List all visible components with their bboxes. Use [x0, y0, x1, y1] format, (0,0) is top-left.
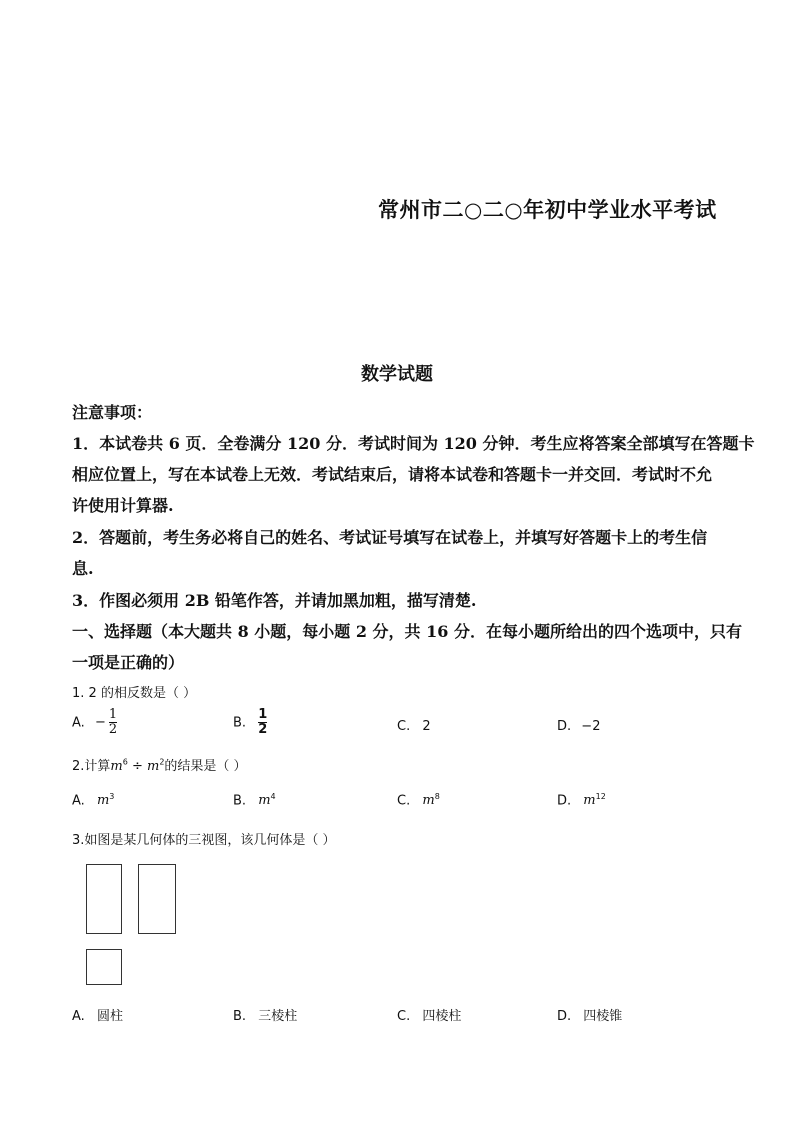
option-sign: − — [94, 715, 106, 731]
q3-option-a — [72, 1005, 123, 1024]
option-label: B. — [233, 793, 247, 809]
q1-option-a — [72, 708, 117, 738]
option-label: A. — [72, 1009, 85, 1024]
option-base: m — [583, 793, 596, 809]
power-1-base: m — [110, 759, 123, 774]
notice-item-1-line-3: 许使用计算器. — [72, 496, 174, 515]
q1-option-d — [557, 719, 600, 734]
exam-title: 常州市二○二○年初中学业水平考试 — [378, 197, 717, 222]
option-label: C. — [397, 1009, 411, 1024]
question-1-stem: 1. 2 的相反数是（ ） — [72, 686, 197, 701]
option-base: m — [96, 793, 110, 809]
q2-option-d — [557, 792, 606, 808]
option-label: A. — [72, 715, 85, 731]
notice-heading: 注意事项： — [72, 403, 153, 422]
option-exponent: 12 — [595, 792, 606, 801]
q3-option-b — [233, 1005, 297, 1024]
notice-item-2-line-2: 息. — [72, 559, 94, 578]
q1-option-b — [233, 708, 267, 738]
stem-suffix: 的结果是（ ） — [164, 759, 247, 774]
option-exponent: 3 — [109, 792, 115, 801]
numerator: 1 — [258, 707, 268, 722]
question-2-stem — [72, 755, 247, 774]
q1-option-c — [397, 719, 431, 734]
option-base: m — [422, 793, 435, 809]
option-label: A. — [72, 793, 85, 809]
option-value: 四棱锥 — [583, 1009, 623, 1024]
option-label: B. — [233, 715, 247, 731]
q3-option-c — [397, 1005, 461, 1024]
option-value: 圆柱 — [96, 1009, 123, 1024]
option-exponent: 4 — [270, 792, 276, 801]
exam-subtitle: 数学试题 — [361, 364, 433, 385]
denominator: 2 — [258, 722, 268, 738]
q3-option-d — [557, 1005, 622, 1024]
q2-option-a — [72, 792, 114, 808]
option-label: D. — [557, 793, 572, 809]
question-3-stem: 3.如图是某几何体的三视图，该几何体是（ ） — [72, 833, 336, 848]
stem-prefix: 2.计算 — [72, 759, 111, 774]
option-label: D. — [557, 1009, 572, 1024]
option-value: 2 — [422, 719, 431, 734]
option-label: C. — [397, 719, 411, 734]
fraction — [258, 708, 267, 738]
divide-operator: ÷ — [127, 759, 147, 774]
top-view-square — [86, 949, 122, 985]
notice-item-2-line-1: 2．答题前，考生务必将自己的姓名、考试证号填写在试卷上，并填写好答题卡上的考生信 — [72, 528, 708, 547]
notice-item-1-line-1: 1．本试卷共 6 页．全卷满分 120 分．考试时间为 120 分钟．考生应将答案全部填写在答题卡 — [72, 434, 755, 453]
notice-item-3: 3．作图必须用 2B 铅笔作答，并请加黑加粗，描写清楚. — [72, 591, 477, 610]
option-label: B. — [233, 1009, 247, 1024]
power-2-base: m — [147, 759, 160, 774]
section-1-line-2: 一项是正确的） — [72, 653, 185, 672]
power-1-exponent: 6 — [122, 757, 128, 767]
section-1-line-1: 一、选择题（本大题共 8 小题，每小题 2 分，共 16 分．在每小题所给出的四个选项中，只有 — [72, 622, 742, 641]
denominator: 2 — [108, 722, 118, 738]
option-label: D. — [557, 719, 572, 734]
side-view-rectangle — [138, 864, 176, 934]
q2-option-b — [233, 792, 276, 808]
notice-item-1-line-2: 相应位置上，写在本试卷上无效．考试结束后，请将本试卷和答题卡一并交回．考试时不允 — [72, 465, 713, 484]
option-label: C. — [397, 793, 411, 809]
fraction — [109, 708, 117, 738]
power-2-exponent: 2 — [159, 757, 165, 767]
q2-option-c — [397, 792, 440, 808]
option-value: 三棱柱 — [258, 1009, 298, 1024]
option-value: 四棱柱 — [422, 1009, 462, 1024]
option-base: m — [258, 793, 271, 809]
option-exponent: 8 — [434, 792, 440, 801]
front-view-rectangle — [86, 864, 122, 934]
option-value: −2 — [581, 719, 601, 734]
numerator: 1 — [108, 707, 118, 722]
